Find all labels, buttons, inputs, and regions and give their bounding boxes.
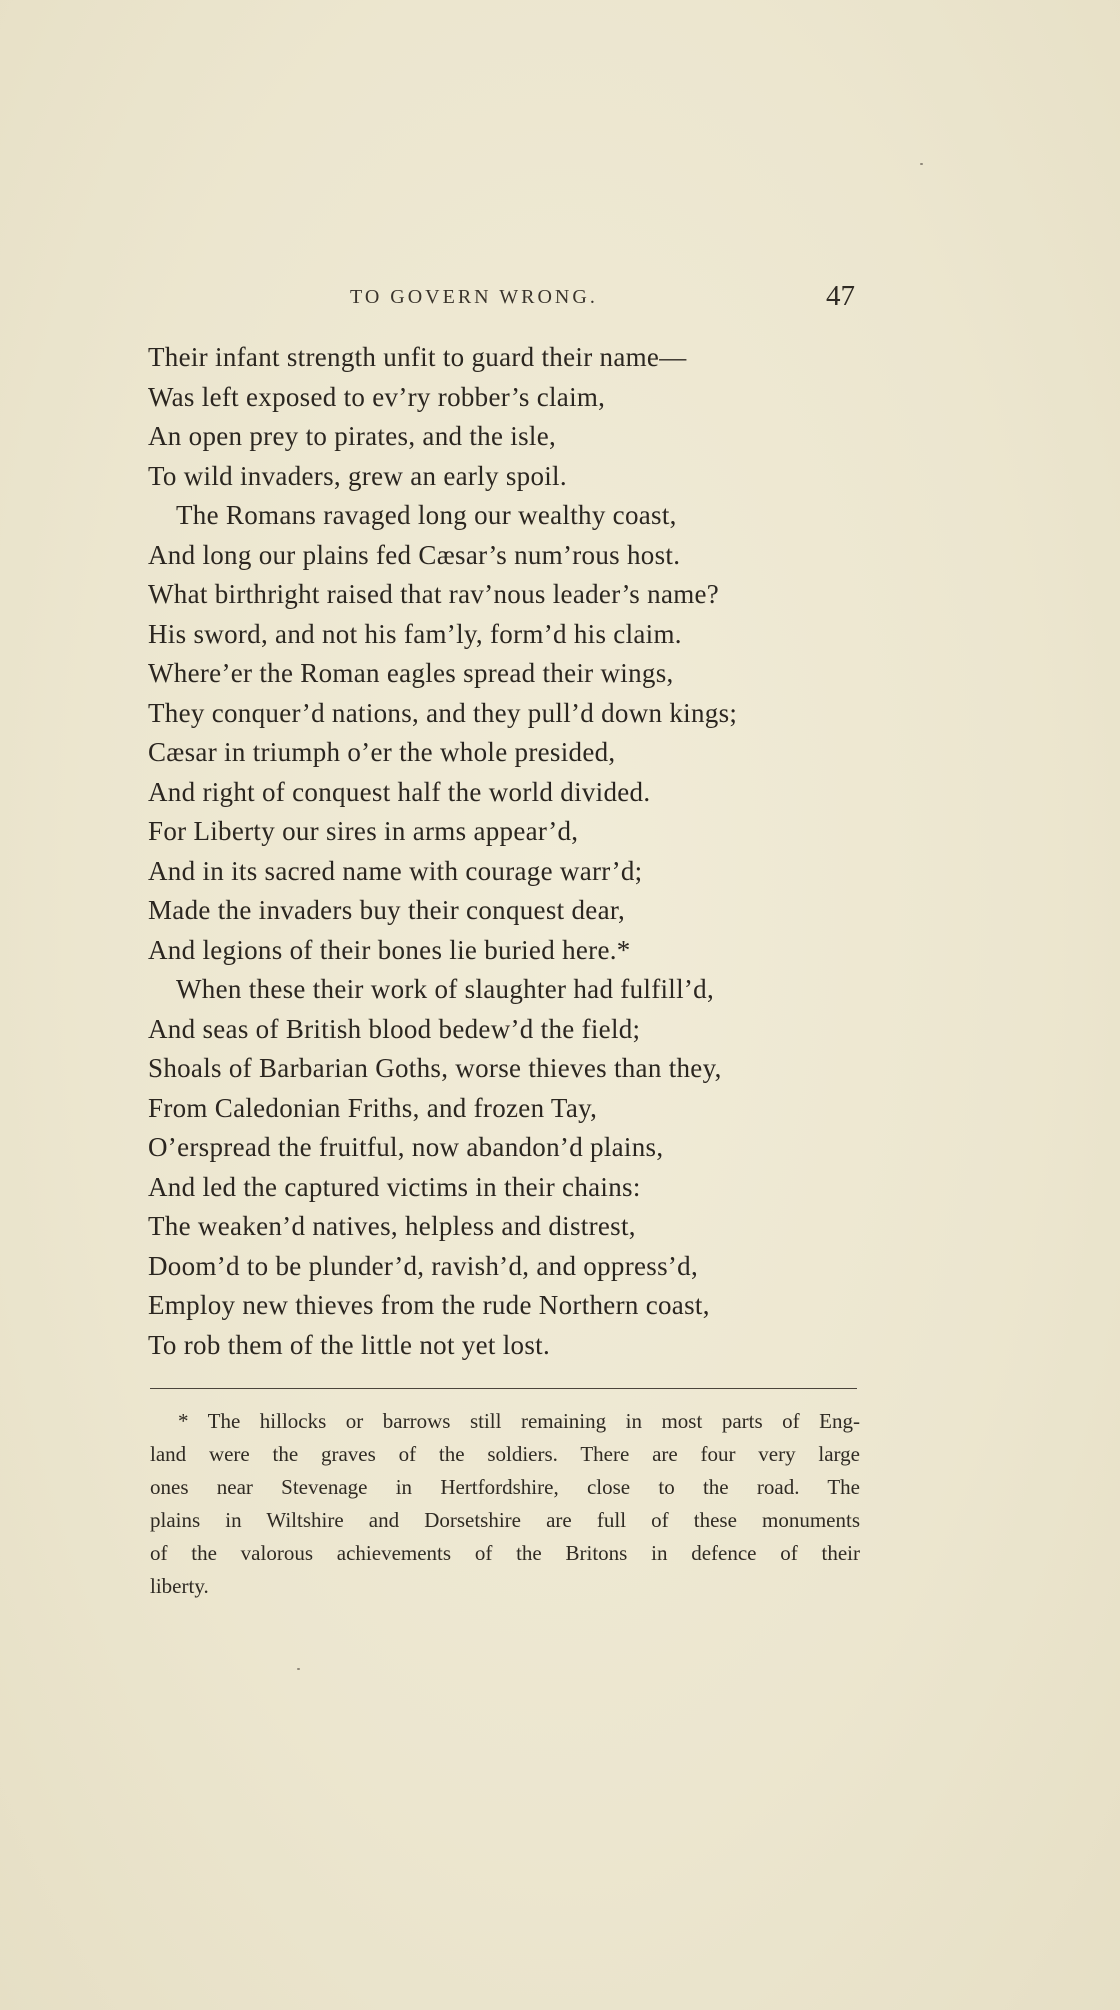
verse-line: Was left exposed to ev’ry robber’s claim, <box>148 381 606 412</box>
verse-line: And in its sacred name with courage warr’d; <box>148 855 643 886</box>
paper-speck <box>920 163 923 165</box>
verse-line: And legions of their bones lie buried here.* <box>148 934 631 965</box>
verse-line: The weaken’d natives, helpless and distrest, <box>148 1211 636 1241</box>
verse-line: An open prey to pirates, and the isle, <box>148 421 557 451</box>
verse-line: O’erspread the fruitful, now abandon’d plains, <box>148 1132 664 1162</box>
verse-line: Cæsar in triumph o’er the whole presided, <box>148 737 616 767</box>
footnote <box>150 1405 860 1603</box>
footnote-line: ones near Stevenage in Hertfordshire, close to the road. The <box>150 1475 860 1499</box>
running-title: TO GOVERN WRONG. <box>350 286 598 308</box>
verse-line: Made the invaders buy their conquest dear, <box>148 895 626 925</box>
verse-line: And long our plains fed Cæsar’s num’rous host. <box>148 539 681 570</box>
verse-line: When these their work of slaughter had fulfill’d, <box>176 974 715 1004</box>
verse-line: For Liberty our sires in arms appear’d, <box>148 816 579 846</box>
verse-line: Shoals of Barbarian Goths, worse thieves than they, <box>148 1053 722 1083</box>
verse-line: And led the captured victims in their chains: <box>148 1171 641 1202</box>
footnote-line: plains in Wiltshire and Dorsetshire are full of these monuments <box>150 1508 860 1532</box>
paper-speck <box>297 1668 300 1670</box>
verse-line: Their infant strength unfit to guard their name— <box>148 342 687 372</box>
running-head <box>150 280 855 316</box>
verse-line: They conquer’d nations, and they pull’d down kings; <box>148 697 738 728</box>
verse-line: To wild invaders, grew an early spoil. <box>148 460 567 491</box>
verse-body <box>148 338 868 1365</box>
footnote-line: of the valorous achievements of the Britons in defence of their <box>150 1541 860 1565</box>
footnote-rule <box>150 1388 857 1389</box>
verse-line: What birthright raised that rav’nous leader’s name? <box>148 579 720 609</box>
page-number: 47 <box>826 280 855 312</box>
verse-line: Where’er the Roman eagles spread their wings, <box>148 658 674 688</box>
footnote-line: liberty. <box>150 1574 209 1598</box>
verse-line: And right of conquest half the world divided. <box>148 776 651 807</box>
verse-line: To rob them of the little not yet lost. <box>148 1329 550 1360</box>
verse-line: Doom’d to be plunder’d, ravish’d, and oppress’d, <box>148 1250 699 1281</box>
verse-line: Employ new thieves from the rude Northern coast, <box>148 1290 710 1320</box>
verse-line: From Caledonian Friths, and frozen Tay, <box>148 1092 598 1123</box>
footnote-line: land were the graves of the soldiers. There are four very large <box>150 1442 860 1466</box>
verse-line: And seas of British blood bedew’d the field; <box>148 1013 641 1044</box>
verse-line: The Romans ravaged long our wealthy coast, <box>176 500 677 530</box>
footnote-line: * The hillocks or barrows still remaining in most parts of Eng- <box>178 1409 860 1433</box>
verse-line: His sword, and not his fam’ly, form’d his claim. <box>148 618 682 649</box>
